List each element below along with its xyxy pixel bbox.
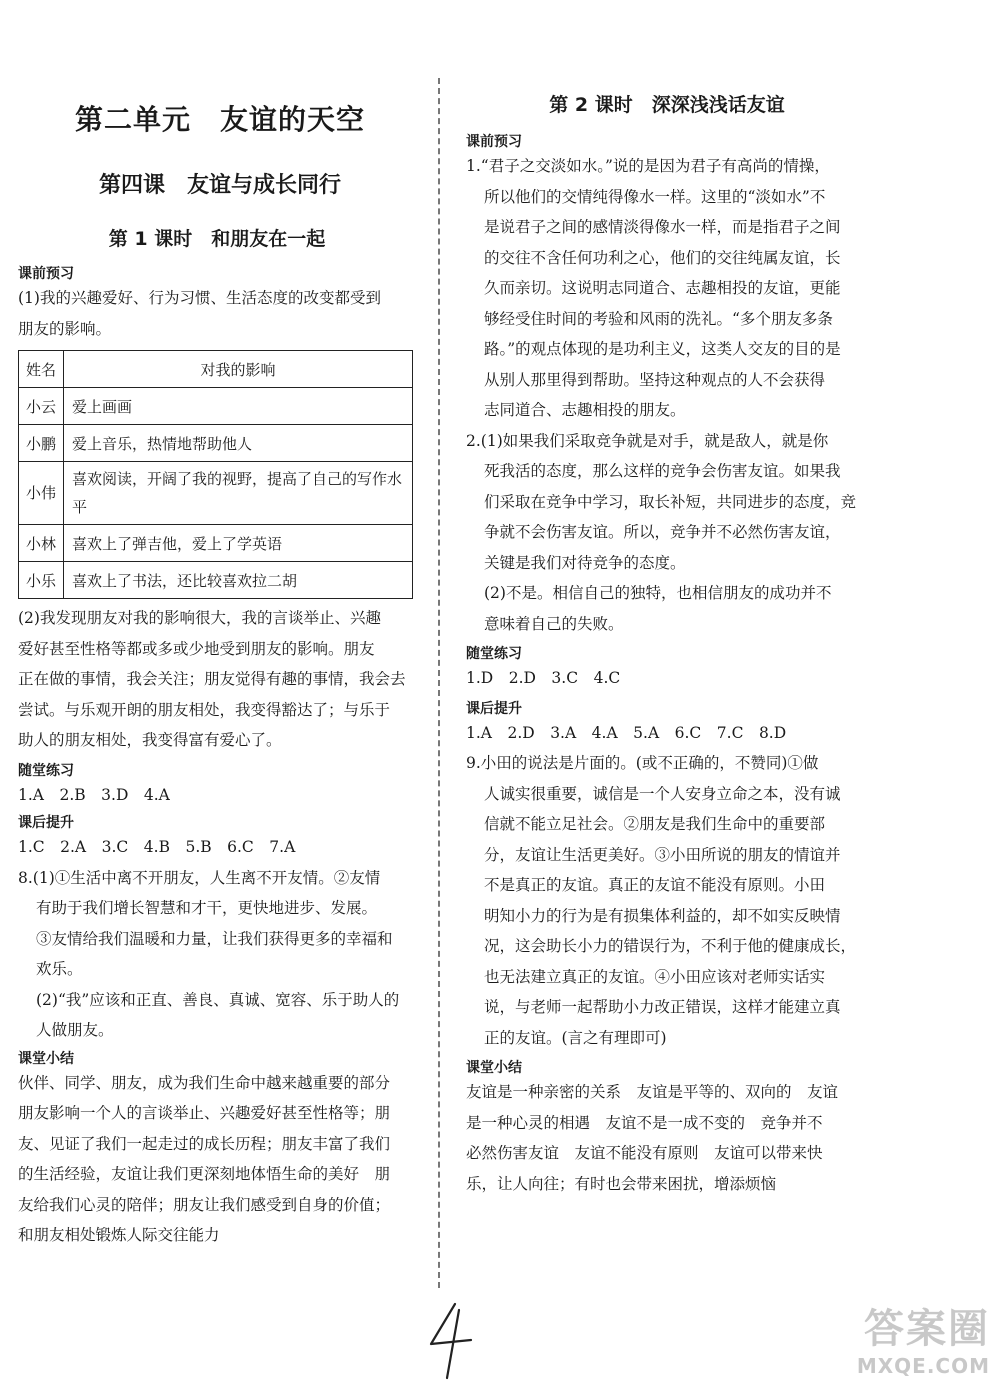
- table-row: [19, 462, 413, 525]
- answer-line: 所以他们的交情纯得像水一样。这里的“淡如水”不: [484, 187, 826, 206]
- answer-line: 们采取在竞争中学习，取长补短，共同进步的态度，竞: [484, 492, 857, 511]
- handwritten-page-number: [425, 1300, 475, 1384]
- answer-line: 1.C 2.A 3.C 4.B 5.B 6.C 7.A: [18, 838, 296, 856]
- section-heading-after-class: 课后提升: [18, 815, 74, 831]
- answer-line: 1.A 2.B 3.D 4.A: [18, 785, 170, 804]
- answer-line: 9.小田的说法是片面的。(或不正确的，不赞同)①做: [466, 754, 819, 772]
- answer-line: 2.(1)如果我们采取竞争就是对手，就是敌人，就是你: [466, 431, 829, 450]
- summary-line: 友给我们心灵的陪伴；朋友让我们感受到自身的价值；: [18, 1195, 391, 1214]
- answer-line: 志同道合、志趣相投的朋友。: [484, 401, 686, 419]
- summary-line: 伙伴、同学、朋友，成为我们生命中越来越重要的部分: [18, 1073, 391, 1092]
- period-title-2: 第 2 课时 深深浅浅话友谊: [549, 94, 785, 116]
- section-heading-preview: 课前预习: [18, 266, 74, 282]
- section-heading-practice: 随堂练习: [466, 646, 522, 662]
- table-row: [19, 425, 413, 462]
- answer-line: 人做朋友。: [36, 1021, 114, 1039]
- table-row: [19, 562, 413, 599]
- table-cell-effect: 爱上音乐，热情地帮助他人: [64, 425, 413, 462]
- table-cell-name: 小林: [19, 525, 64, 562]
- answer-line: 不是真正的友谊。真正的友谊不能没有原则。小田: [484, 876, 826, 894]
- table-header-effect: 对我的影响: [64, 351, 413, 388]
- answer-line: 况，这会助长小力的错误行为，不利于他的健康成长，: [484, 937, 857, 955]
- section-heading-after-class: 课后提升: [466, 700, 522, 717]
- table-cell-name: 小鹏: [19, 425, 64, 462]
- answer-line: 意味着自己的失败。: [484, 614, 624, 633]
- answer-line: 1.D 2.D 3.C 4.C: [466, 669, 621, 687]
- table-row: [19, 388, 413, 425]
- answer-line: (2)“我”应该和正直、善良、真诚、宽容、乐于助人的: [36, 990, 400, 1009]
- watermark-logo-text: 答案圈: [864, 1306, 990, 1352]
- answer-line: 人诚实很重要，诚信是一个人安身立命之本，没有诚: [484, 784, 841, 803]
- table-cell-name: 小伟: [19, 462, 64, 525]
- answer-line: 助人的朋友相处，我变得富有爱心了。: [18, 731, 282, 749]
- left-column: [18, 224, 416, 1251]
- answer-line: (2)不是。相信自己的独特，也相信朋友的成功并不: [484, 584, 832, 602]
- summary-line: 和朋友相处锻炼人际交往能力: [18, 1226, 220, 1244]
- answer-line: 信就不能立足社会。②朋友是我们生命中的重要部: [484, 815, 826, 833]
- summary-line: 必然伤害友谊 友谊不能没有原则 友谊可以带来快: [466, 1144, 823, 1162]
- answer-line: 争就不会伤害友谊。所以，竞争并不必然伤害友谊，: [484, 523, 841, 541]
- answer-line: 明知小力的行为是有损集体利益的，却不如实反映情: [484, 906, 841, 925]
- summary-line: 是一种心灵的相遇 友谊不是一成不变的 竞争并不: [466, 1113, 823, 1132]
- answer-line: 爱好甚至性格等都或多或少地受到朋友的影响。朋友: [18, 639, 375, 658]
- answer-line: (2)我发现朋友对我的影响很大，我的言谈举止、兴趣: [18, 609, 381, 627]
- answer-line: 欢乐。: [36, 960, 83, 978]
- summary-line: 的生活经验，友谊让我们更深刻地体悟生命的美好 朋: [18, 1165, 391, 1183]
- lesson-title: 第四课 友谊与成长同行: [98, 173, 341, 198]
- summary-line: 友谊是一种亲密的关系 友谊是平等的、双向的 友谊: [466, 1083, 839, 1101]
- answer-line: 说，与老师一起帮助小力改正错误，这样才能建立真: [484, 998, 841, 1016]
- answer-line: 死我活的态度，那么这样的竞争会伤害友谊。如果我: [484, 462, 841, 480]
- answer-line: 路。”的观点体现的是功利主义，这类人交友的目的是: [484, 340, 841, 358]
- answer-line: 的交往不含任何功利之心，他们的交往纯属友谊，长: [484, 248, 841, 267]
- answer-line: 也无法建立真正的友谊。④小田应该对老师实话实: [484, 967, 826, 986]
- answer-line: 8.(1)①生活中离不开朋友，人生离不开友情。②友情: [18, 868, 381, 887]
- summary-line: 友、见证了我们一起走过的成长历程；朋友丰富了我们: [18, 1134, 391, 1153]
- answer-line: 正的友谊。(言之有理即可): [484, 1028, 667, 1047]
- summary-line: 朋友影响一个人的言谈举止、兴趣爱好甚至性格等；朋: [18, 1104, 391, 1122]
- table-cell-name: 小乐: [19, 562, 64, 599]
- answer-line: 够经受住时间的考验和风雨的洗礼。“多个朋友多条: [484, 309, 833, 328]
- section-heading-summary: 课堂小结: [18, 1050, 74, 1067]
- answer-line: 从别人那里得到帮助。坚持这种观点的人不会获得: [484, 370, 826, 389]
- answer-line: 1.A 2.D 3.A 4.A 5.A 6.C 7.C 8.D: [466, 723, 787, 742]
- table-header-row: [19, 351, 413, 388]
- watermark: [857, 1297, 990, 1378]
- period-title-1: 第 1 课时 和朋友在一起: [108, 228, 326, 250]
- handwritten-page-number-glyph: [425, 1300, 475, 1380]
- answer-line: 正在做的事情，我会关注；朋友觉得有趣的事情，我会去: [18, 670, 406, 688]
- answer-line: 尝试。与乐观开朗的朋友相处，我变得豁达了；与乐于: [18, 700, 391, 719]
- influence-table: [18, 350, 413, 599]
- answer-line: 久而亲切。这说明志同道合、志趣相投的友谊，更能: [484, 279, 841, 297]
- answer-line: 朋友的影响。: [18, 319, 112, 338]
- section-heading-preview: 课前预习: [466, 134, 522, 150]
- table-cell-effect: 喜欢阅读，开阔了我的视野，提高了自己的写作水平: [64, 462, 413, 525]
- unit-title: 第二单元 友谊的天空: [74, 103, 365, 136]
- right-column: [466, 90, 868, 1199]
- answer-line: 分，友谊让生活更美好。③小田所说的朋友的情谊并: [484, 845, 841, 864]
- table-cell-effect: 喜欢上了书法，还比较喜欢拉二胡: [64, 562, 413, 599]
- summary-line: 乐，让人向往；有时也会带来困扰，增添烦恼: [466, 1174, 777, 1193]
- table-header-name: 姓名: [19, 351, 64, 388]
- column-divider: [438, 78, 440, 1288]
- answer-line: 1.“君子之交淡如水。”说的是因为君子有高尚的情操，: [466, 157, 830, 175]
- watermark-url: MXQE.COM: [856, 1354, 990, 1378]
- answer-line: 有助于我们增长智慧和才干，更快地进步、发展。: [36, 899, 378, 917]
- section-heading-summary: 课堂小结: [466, 1060, 522, 1076]
- section-heading-practice: 随堂练习: [18, 762, 74, 779]
- table-cell-name: 小云: [19, 388, 64, 425]
- answer-line: 是说君子之间的感情淡得像水一样，而是指君子之间: [484, 218, 841, 236]
- table-cell-effect: 爱上画画: [64, 388, 413, 425]
- table-cell-effect: 喜欢上了弹吉他，爱上了学英语: [64, 525, 413, 562]
- answer-line: ③友情给我们温暖和力量，让我们获得更多的幸福和: [36, 929, 393, 948]
- table-row: [19, 525, 413, 562]
- answer-line: (1)我的兴趣爱好、行为习惯、生活态度的改变都受到: [18, 289, 381, 307]
- answer-line: 关键是我们对待竞争的态度。: [484, 553, 686, 572]
